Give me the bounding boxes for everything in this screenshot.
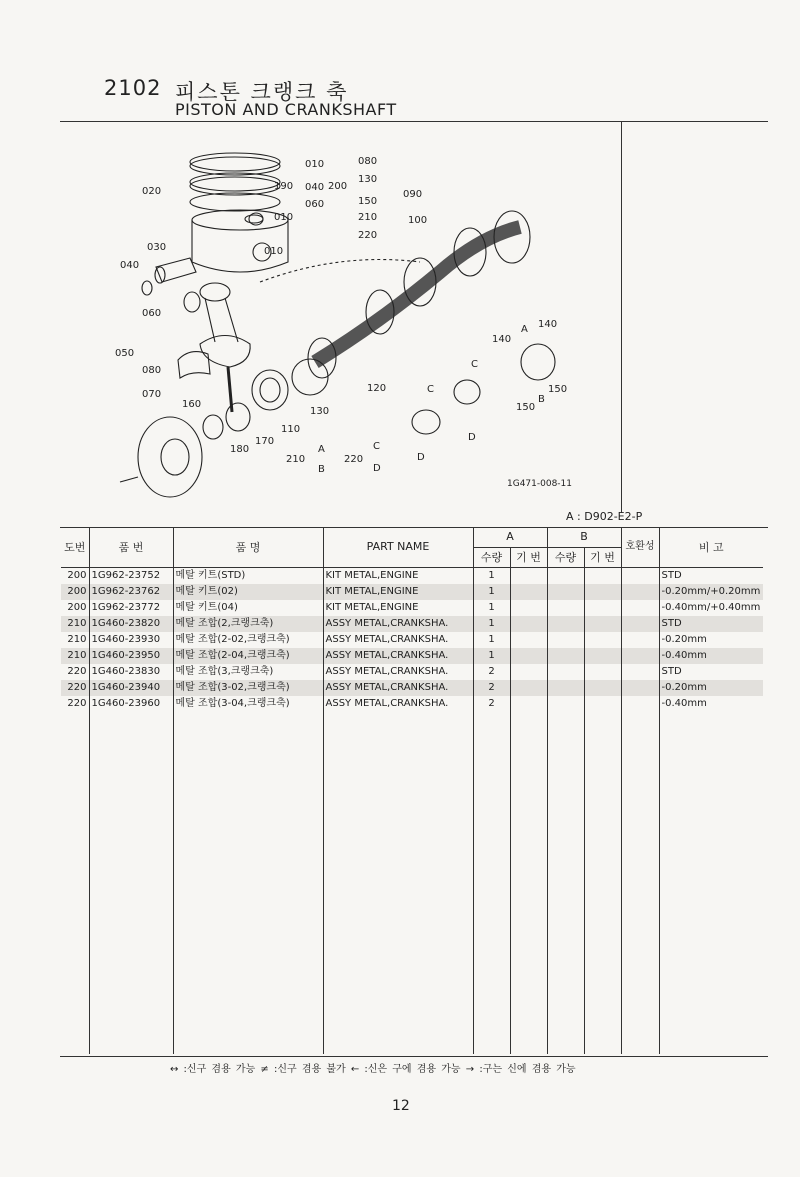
filler-cell — [621, 712, 659, 1054]
table-row — [61, 680, 763, 696]
row-part-no: 1G962-23762 — [89, 584, 173, 600]
callout-label: 150 — [358, 196, 378, 207]
row-interchange — [621, 696, 659, 712]
callout-label: 110 — [281, 424, 301, 435]
row-name-kr: 메탈 키트(04) — [173, 600, 323, 616]
row-part-no: 1G962-23752 — [89, 567, 173, 584]
row-remark: -0.20mm — [659, 680, 763, 696]
exploded-parts-diagram — [60, 122, 620, 516]
model-reference: A : D902-E2-P — [566, 510, 643, 523]
callout-label: 170 — [255, 436, 275, 447]
row-qty-b — [547, 648, 584, 664]
filler-cell — [547, 712, 584, 1054]
row-model-b — [584, 567, 621, 584]
row-name-kr: 메탈 키트(02) — [173, 584, 323, 600]
filler-cell — [323, 712, 473, 1054]
row-drawing-no: 210 — [61, 648, 89, 664]
table-top-rule — [60, 527, 768, 528]
callout-label: 020 — [142, 186, 162, 197]
table-row — [61, 616, 763, 632]
row-remark: -0.20mm — [659, 632, 763, 648]
page-title-korean: 피스톤 크랭크 축 — [175, 80, 349, 104]
header-qty-a: 수량 — [473, 547, 510, 567]
callout-label: C — [373, 441, 380, 452]
row-part-name: ASSY METAL,CRANKSHA. — [323, 648, 473, 664]
filler-cell — [173, 712, 323, 1054]
row-model-b — [584, 584, 621, 600]
row-qty-a: 1 — [473, 600, 510, 616]
callout-label: 150 — [548, 384, 568, 395]
row-qty-a: 1 — [473, 616, 510, 632]
callout-label: 090 — [403, 189, 423, 200]
row-qty-b — [547, 567, 584, 584]
row-model-a — [510, 584, 547, 600]
row-interchange — [621, 648, 659, 664]
row-drawing-no: 200 — [67, 569, 87, 581]
callout-label: 140 — [492, 334, 512, 345]
row-name-kr: 메탈 조합(3-04,크랭크축) — [173, 696, 323, 712]
callout-label: 040 — [305, 182, 325, 193]
callout-label: 060 — [142, 308, 162, 319]
row-part-no: 1G460-23820 — [89, 616, 173, 632]
row-part-no: 1G962-23772 — [89, 600, 173, 616]
callout-label: 140 — [538, 319, 558, 330]
callout-label: 210 — [358, 212, 378, 223]
header-interchange: 호환성 — [621, 527, 659, 567]
row-name-kr: 메탈 조합(2,크랭크축) — [173, 616, 323, 632]
callout-label: 150 — [516, 402, 536, 413]
row-qty-b — [547, 680, 584, 696]
drawing-code: 1G471-008-11 — [507, 479, 573, 489]
callout-label: 130 — [358, 174, 378, 185]
piston-rings-illustration — [190, 153, 280, 211]
row-remark: -0.40mm — [659, 696, 763, 712]
row-drawing-no: 220 — [61, 680, 89, 696]
parts-table-body — [61, 567, 763, 1054]
callout-label: 010 — [305, 159, 325, 170]
row-interchange — [621, 584, 659, 600]
header-model-b: 기 번 — [584, 547, 621, 567]
header-part-no: 품 번 — [89, 527, 173, 567]
row-interchange — [621, 567, 659, 584]
crank-pulley-illustration — [120, 417, 202, 497]
row-remark: -0.20mm/+0.20mm — [659, 584, 763, 600]
table-row — [61, 664, 763, 680]
header-group-b: B — [547, 527, 621, 547]
page-number: 12 — [392, 1098, 410, 1114]
callout-label: 080 — [142, 365, 162, 376]
row-qty-a: 2 — [473, 680, 510, 696]
row-interchange — [621, 632, 659, 648]
row-name-kr: 메탈 키트(STD) — [173, 567, 323, 584]
row-part-no: 1G460-23950 — [89, 648, 173, 664]
row-model-a — [510, 567, 547, 584]
row-qty-a: 1 — [473, 648, 510, 664]
callout-label: 120 — [367, 383, 387, 394]
row-qty-b — [547, 584, 584, 600]
table-filler-row — [61, 712, 763, 1054]
row-interchange — [621, 664, 659, 680]
row-model-a — [510, 616, 547, 632]
callout-label: 030 — [147, 242, 167, 253]
callout-label: 210 — [286, 454, 306, 465]
header-part-name: PART NAME — [323, 527, 473, 567]
page-title-english: PISTON AND CRANKSHAFT — [175, 100, 397, 119]
filler-cell — [61, 712, 89, 1054]
row-model-b — [584, 664, 621, 680]
callout-label: D — [373, 463, 381, 474]
row-part-name: ASSY METAL,CRANKSHA. — [323, 632, 473, 648]
row-qty-a: 1 — [473, 584, 510, 600]
table-row — [61, 600, 763, 616]
diagram-divider — [621, 121, 622, 513]
row-qty-a: 2 — [473, 696, 510, 712]
row-drawing-no: 220 — [67, 665, 87, 677]
row-qty-a: 1 — [473, 632, 510, 648]
section-number: 2102 — [104, 76, 162, 100]
callout-label: 040 — [120, 260, 140, 271]
callout-label: C — [471, 359, 478, 370]
callout-label: 220 — [344, 454, 364, 465]
row-interchange — [621, 616, 659, 632]
callout-label: 180 — [230, 444, 250, 455]
parts-table — [61, 527, 763, 1054]
row-qty-a: 1 — [473, 567, 510, 584]
callout-label: 220 — [358, 230, 378, 241]
row-interchange — [621, 600, 659, 616]
row-name-kr: 메탈 조합(2-02,크랭크축) — [173, 632, 323, 648]
row-qty-a: 2 — [473, 664, 510, 680]
row-part-name: ASSY METAL,CRANKSHA. — [323, 664, 473, 680]
header-name-kr: 품 명 — [173, 527, 323, 567]
callout-label: D — [468, 432, 476, 443]
row-drawing-no: 210 — [61, 616, 89, 632]
compatibility-legend: ↔ :신구 겸용 가능 ≠ :신구 겸용 불가 ← :신은 구에 겸용 가능 → :구는 신에 겸용 가능 — [170, 1064, 576, 1075]
header-model-a: 기 번 — [510, 547, 547, 567]
row-model-a — [510, 696, 547, 712]
table-bottom-rule — [60, 1056, 768, 1057]
callout-label: 050 — [115, 348, 135, 359]
row-model-a — [510, 664, 547, 680]
row-model-b — [584, 680, 621, 696]
callout-label: 100 — [408, 215, 428, 226]
row-part-no: 1G460-23940 — [89, 680, 173, 696]
callout-label: C — [427, 384, 434, 395]
row-name-kr: 메탈 조합(2-04,크랭크축) — [173, 648, 323, 664]
row-qty-b — [547, 664, 584, 680]
row-model-a — [510, 600, 547, 616]
callout-label: 190 — [274, 181, 294, 192]
row-qty-b — [547, 696, 584, 712]
callout-label: 070 — [142, 389, 162, 400]
row-remark: STD — [659, 616, 763, 632]
crankshaft-illustration — [260, 211, 530, 378]
callout-label: 200 — [328, 181, 348, 192]
row-drawing-no: 210 — [67, 633, 87, 645]
row-part-name: ASSY METAL,CRANKSHA. — [323, 616, 473, 632]
row-part-name: ASSY METAL,CRANKSHA. — [323, 696, 473, 712]
row-model-b — [584, 632, 621, 648]
row-remark: STD — [659, 567, 763, 584]
row-remark: -0.40mm — [659, 648, 763, 664]
callout-label: B — [318, 464, 325, 475]
row-name-kr: 메탈 조합(3,크랭크축) — [173, 664, 323, 680]
callout-label: 060 — [305, 199, 325, 210]
callout-label: B — [538, 394, 545, 405]
row-part-name: KIT METAL,ENGINE — [323, 600, 473, 616]
row-part-no: 1G460-23930 — [89, 632, 173, 648]
row-model-b — [584, 616, 621, 632]
filler-cell — [659, 712, 763, 1054]
callout-label: 080 — [358, 156, 378, 167]
row-model-b — [584, 648, 621, 664]
callout-label: 010 — [274, 212, 294, 223]
table-row — [61, 567, 763, 584]
row-remark: STD — [659, 664, 763, 680]
row-drawing-no: 200 — [67, 601, 87, 613]
row-drawing-no: 200 — [61, 584, 89, 600]
row-part-no: 1G460-23960 — [89, 696, 173, 712]
row-model-b — [584, 696, 621, 712]
row-part-name: KIT METAL,ENGINE — [323, 567, 473, 584]
row-drawing-no: 220 — [67, 697, 87, 709]
row-model-b — [584, 600, 621, 616]
filler-cell — [584, 712, 621, 1054]
table-row — [61, 632, 763, 648]
header-group-a: A — [473, 527, 547, 547]
row-interchange — [621, 680, 659, 696]
row-model-a — [510, 680, 547, 696]
row-model-a — [510, 648, 547, 664]
callout-label: D — [417, 452, 425, 463]
table-row — [61, 648, 763, 664]
crank-gear-illustration — [252, 370, 288, 410]
header-remark: 비 고 — [659, 527, 763, 567]
callout-label: 010 — [264, 246, 284, 257]
row-qty-b — [547, 600, 584, 616]
row-qty-b — [547, 616, 584, 632]
filler-cell — [473, 712, 510, 1054]
row-part-name: KIT METAL,ENGINE — [323, 584, 473, 600]
callout-label: 130 — [310, 406, 330, 417]
row-remark: -0.40mm/+0.40mm — [659, 600, 763, 616]
header-drawing-no: 도번 — [61, 527, 89, 567]
filler-cell — [510, 712, 547, 1054]
callout-label: A — [318, 444, 325, 455]
row-model-a — [510, 632, 547, 648]
callout-label: 160 — [182, 399, 202, 410]
row-part-no: 1G460-23830 — [89, 664, 173, 680]
callout-label: A — [521, 324, 528, 335]
header-qty-b: 수량 — [547, 547, 584, 567]
piston-pin-illustration — [155, 258, 196, 283]
row-qty-b — [547, 632, 584, 648]
filler-cell — [89, 712, 173, 1054]
row-name-kr: 메탈 조합(3-02,크랭크축) — [173, 680, 323, 696]
table-row — [61, 584, 763, 600]
table-row — [61, 696, 763, 712]
connecting-rod-illustration — [184, 283, 250, 367]
row-part-name: ASSY METAL,CRANKSHA. — [323, 680, 473, 696]
